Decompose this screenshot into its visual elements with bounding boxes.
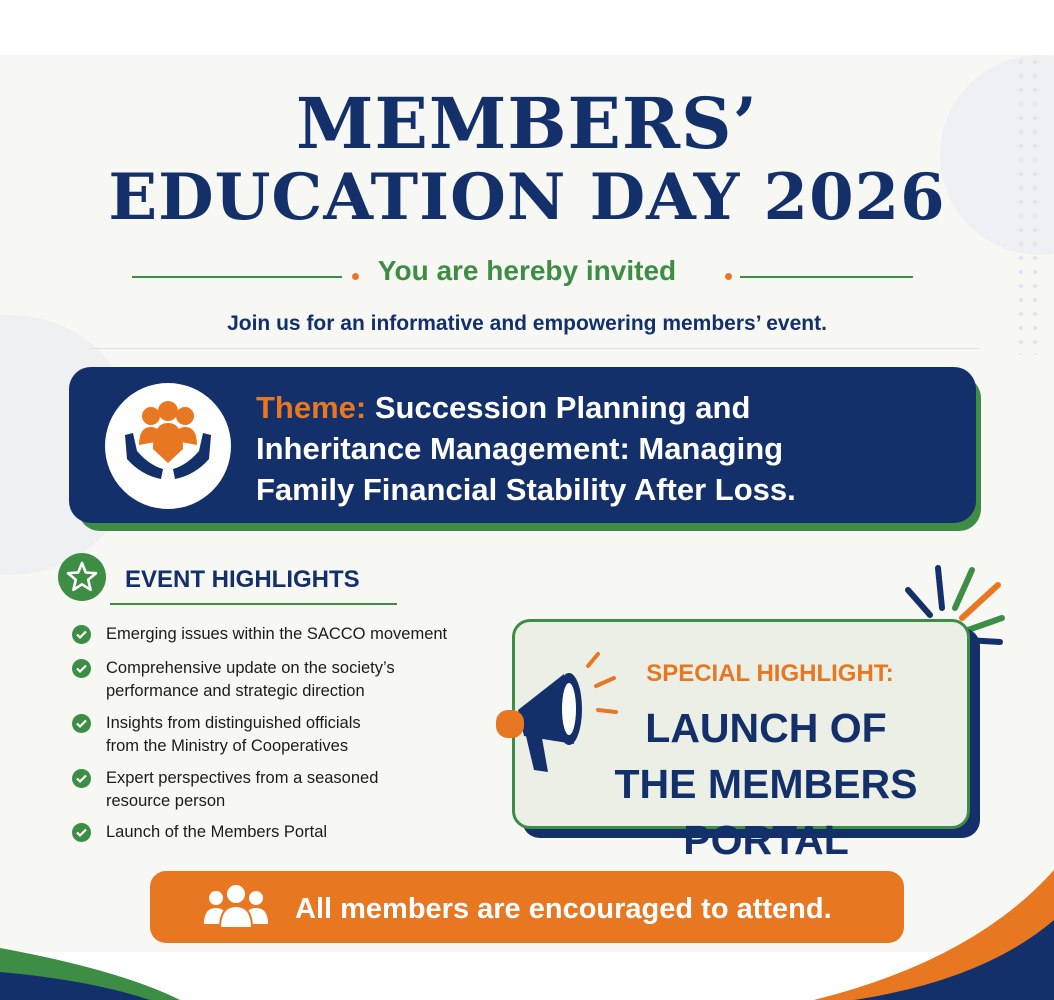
highlights-heading: EVENT HIGHLIGHTS (125, 566, 360, 593)
family-in-hands-icon (105, 383, 231, 509)
special-line-2: THE MEMBERS PORTAL (614, 761, 918, 863)
highlight-line: resource person (106, 792, 226, 810)
check-icon (72, 823, 91, 842)
invitation-dot-right (725, 273, 732, 280)
special-label: SPECIAL HIGHLIGHT: (646, 660, 894, 687)
theme-icon-badge (105, 383, 231, 509)
check-icon (72, 714, 91, 733)
title-line-2: EDUCATION DAY 2026 (108, 160, 946, 235)
divider (90, 348, 980, 349)
check-icon (72, 659, 91, 678)
highlight-line: performance and strategic direction (106, 682, 365, 700)
highlight-line: Insights from distinguished officials (106, 714, 361, 732)
star-icon (58, 553, 106, 601)
invitation-text: You are hereby invited (377, 255, 677, 286)
highlights-badge (58, 553, 106, 601)
title-line-1: MEMBERS’ (296, 82, 758, 165)
highlight-line: Launch of the Members Portal (106, 823, 328, 841)
highlight-line: from the Ministry of Cooperatives (106, 737, 349, 755)
check-icon (72, 769, 91, 788)
theme-line-3: Family Financial Stability After Loss. (256, 472, 796, 507)
megaphone-icon (488, 652, 628, 782)
intro-text: Join us for an informative and empowering members’ event. (227, 312, 827, 335)
highlight-line: Expert perspectives from a seasoned (106, 769, 379, 787)
highlight-line: Emerging issues within the SACCO movement (106, 625, 448, 643)
highlights-rule (110, 603, 397, 605)
theme-line-2: Inheritance Management: Managing (256, 431, 784, 466)
highlight-line: Comprehensive update on the society’s (106, 659, 395, 677)
check-icon (72, 625, 91, 644)
invitation-rule-right (740, 276, 913, 278)
theme-text (256, 387, 956, 510)
cta-text: All members are encouraged to attend. (295, 893, 832, 925)
people-group-icon (200, 884, 272, 932)
theme-label: Theme: (256, 390, 367, 425)
theme-line-1: Succession Planning and (374, 390, 751, 425)
special-line-1: LAUNCH OF (645, 705, 887, 751)
